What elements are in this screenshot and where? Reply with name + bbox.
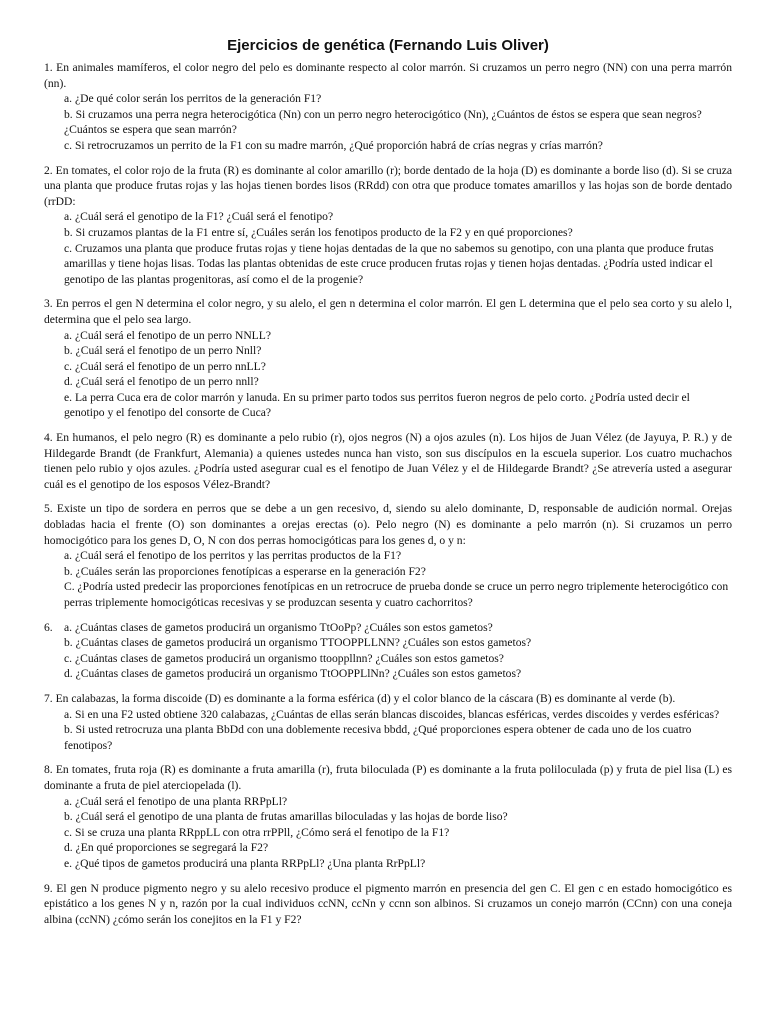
exercise-6: [44, 620, 732, 682]
exercise-stem: [44, 620, 732, 636]
exercise-item: b. Si usted retrocruza una planta BbDd con una doblemente recesiva bbdd, ¿Qué proporciones espera obtener de cada uno de los cuatro fenotipos?: [64, 723, 692, 752]
exercise-item: e. ¿Qué tipos de gametos producirá una planta RRPpLl? ¿Una planta RrPpLl?: [64, 856, 426, 870]
exercise-item: a. ¿Cuál será el fenotipo de un perro NNLL?: [64, 328, 271, 342]
exercise-item: d. ¿En qué proporciones se segregará la F2?: [64, 841, 269, 855]
exercise-item: e. La perra Cuca era de color marrón y lanuda. En su primer parto todos sus perritos fueron negros de pelo corto. ¿Podría usted decir el genotipo y el fenotipo del consorte de Cuca?: [64, 390, 690, 420]
exercise-item: c. Cruzamos una planta que produce frutas rojas y tiene hojas dentadas de la que no sabemos su genotipo, con una planta que produce frutas amarillas y tiene hojas lisas. Todas las plantas obtenidas de este cruce producen frutas rojas y tienen hojas dentadas. ¿Podría usted indicar el genotipo de las plantas progenitoras, así como el de la progenie?: [64, 241, 714, 286]
exercise-item: c. ¿Cuántas clases de gametos producirá un organismo ttooppllnn? ¿Cuáles son estos gametos?: [64, 651, 504, 665]
exercise-item: a. ¿Cuál será el fenotipo de los perritos y las perritas productos de la F1?: [64, 549, 402, 563]
exercise-stem: 5. Existe un tipo de sordera en perros que se debe a un gen recesivo, d, siendo su alelo dominante, D, responsable de audición normal. Orejas dobladas hacia el frente (O) son dominantes a orejas erectas (o). Pelo negro (N) es dominante a pelo marrón (n). Si cruzamos un perro homocigótico para los genes D, O, N con dos perras homocigóticas para los genes d, o y n:: [44, 502, 732, 547]
exercise-stem: 7. En calabazas, la forma discoide (D) es dominante a la forma esférica (d) y el color blanco de la cáscara (B) es dominante al verde (b).: [44, 691, 676, 705]
exercise-item: C. ¿Podría usted predecir las proporciones fenotípicas en un retrocruce de prueba donde se cruce un perro negro triplemente heterocigótico con perras triplemente homocigóticas recesivas y se produzcan sesenta y cuatro cachorritos?: [64, 580, 729, 609]
exercise-item: a. ¿De qué color serán los perritos de la generación F1?: [64, 92, 322, 106]
exercise-stem: 4. En humanos, el pelo negro (R) es dominante a pelo rubio (r), ojos negros (N) a ojos azules (n). Los hijos de Juan Vélez (de Jayuya, P. R.) y de Hildegarde Brandt (de Frankfurt, Alemania) a quienes ustedes nunca han visto, son sus discípulos en la escuela superior. Los cuatro muchachos tienen pelo rubio y ojos azules. ¿Podría usted asegurar cual es el fenotipo de Juan Vélez y el de Hildegarde Brandt? ¿Se atrevería usted a asegurar cuál es el genotipo de los esposos Vélez-Brandt?: [44, 431, 732, 491]
exercise-item: b. ¿Cuántas clases de gametos producirá un organismo TTOOPPLLNN? ¿Cuáles son estos gametos?: [64, 636, 532, 650]
exercise-item: a. Si en una F2 usted obtiene 320 calabazas, ¿Cuántas de ellas serán blancas discoides, blancas esféricas, verdes discoides y verdes esféricas?: [64, 707, 720, 721]
exercise-item: b. ¿Cuál será el genotipo de una planta de frutas amarillas biloculadas y las hojas de borde liso?: [64, 810, 508, 824]
exercise-item: b. ¿Cuáles serán las proporciones fenotípicas a esperarse en la generación F2?: [64, 564, 426, 578]
exercise-stem: 1. En animales mamíferos, el color negro del pelo es dominante respecto al color marrón. Si cruzamos un perro negro (NN) con una perra marrón (nn).: [44, 61, 732, 90]
exercise-item: b. Si cruzamos una perra negra heterocigótica (Nn) con un perro negro heterocigótico (Nn), ¿Cuántos de éstos se espera que sean negros? ¿Cuántos se espera que sean marrón?: [64, 107, 702, 137]
exercise-stem: 8. En tomates, fruta roja (R) es dominante a fruta amarilla (r), fruta biloculada (P) es dominante a la fruta poliloculada (p) y fruta de piel lisa (L) es dominante a fruta de piel aterciopelada (l).: [44, 763, 732, 792]
exercise-number: 6.: [44, 620, 53, 634]
exercise-stem: 3. En perros el gen N determina el color negro, y su alelo, el gen n determina el color marrón. El gen L determina que el pelo sea corto y su alelo l, determina que el pelo sea largo.: [44, 297, 732, 326]
exercise-list: [44, 60, 732, 927]
exercise-item: b. ¿Cuál será el fenotipo de un perro Nnll?: [64, 344, 262, 358]
exercise-item: c. Si se cruza una planta RRppLL con otra rrPPll, ¿Cómo será el fenotipo de la F1?: [64, 825, 450, 839]
exercise-stem: 9. El gen N produce pigmento negro y su alelo recesivo produce el pigmento marrón en presencia del gen C. El gen c en estado homocigótico es epistático a los genes N y n, razón por la cual individuos ccNN, ccNn y ccnn son albinos. Si cruzamos un conejo marrón (CCnn) con una coneja albina (ccNN) ¿cómo serán los conejitos en la F1 y F2?: [44, 881, 732, 926]
exercise-item: c. ¿Cuál será el fenotipo de un perro nnLL?: [64, 359, 266, 373]
exercise-8: [44, 762, 732, 871]
exercise-5: [44, 501, 732, 610]
exercise-item: b. Si cruzamos plantas de la F1 entre sí, ¿Cuáles serán los fenotipos producto de la F2 y en qué proporciones?: [64, 225, 573, 239]
exercise-2: [44, 163, 732, 288]
exercise-item: d. ¿Cuál será el fenotipo de un perro nnll?: [64, 375, 259, 389]
document-title: Ejercicios de genética (Fernando Luis Oliver): [227, 37, 549, 54]
exercise-7: [44, 691, 732, 753]
exercise-item: c. Si retrocruzamos un perrito de la F1 con su madre marrón, ¿Qué proporción habrá de crías negras y crías marrón?: [64, 138, 603, 152]
exercise-item: a. ¿Cuántas clases de gametos producirá un organismo TtOoPp? ¿Cuáles son estos gametos?: [64, 620, 493, 634]
exercise-item: a. ¿Cuál será el genotipo de la F1? ¿Cuál será el fenotipo?: [64, 210, 334, 224]
exercise-item: a. ¿Cuál será el fenotipo de una planta RRPpLl?: [64, 794, 288, 808]
exercise-3: [44, 296, 732, 421]
exercise-stem: 2. En tomates, el color rojo de la fruta (R) es dominante al color amarillo (r); borde dentado de la hoja (D) es dominante a borde liso (d). Si se cruza una planta que produce frutas rojas y las hojas tienen bordes lisos (RRdd) con otra que produce tomates amarillos y las hojas son de borde dentado (rrDD:: [44, 163, 732, 208]
exercise-item: d. ¿Cuántas clases de gametos producirá un organismo TtOOPPLlNn? ¿Cuáles son estos gametos?: [64, 667, 522, 681]
exercise-4: [44, 430, 732, 492]
exercise-1: [44, 60, 732, 154]
exercise-9: [44, 881, 732, 928]
